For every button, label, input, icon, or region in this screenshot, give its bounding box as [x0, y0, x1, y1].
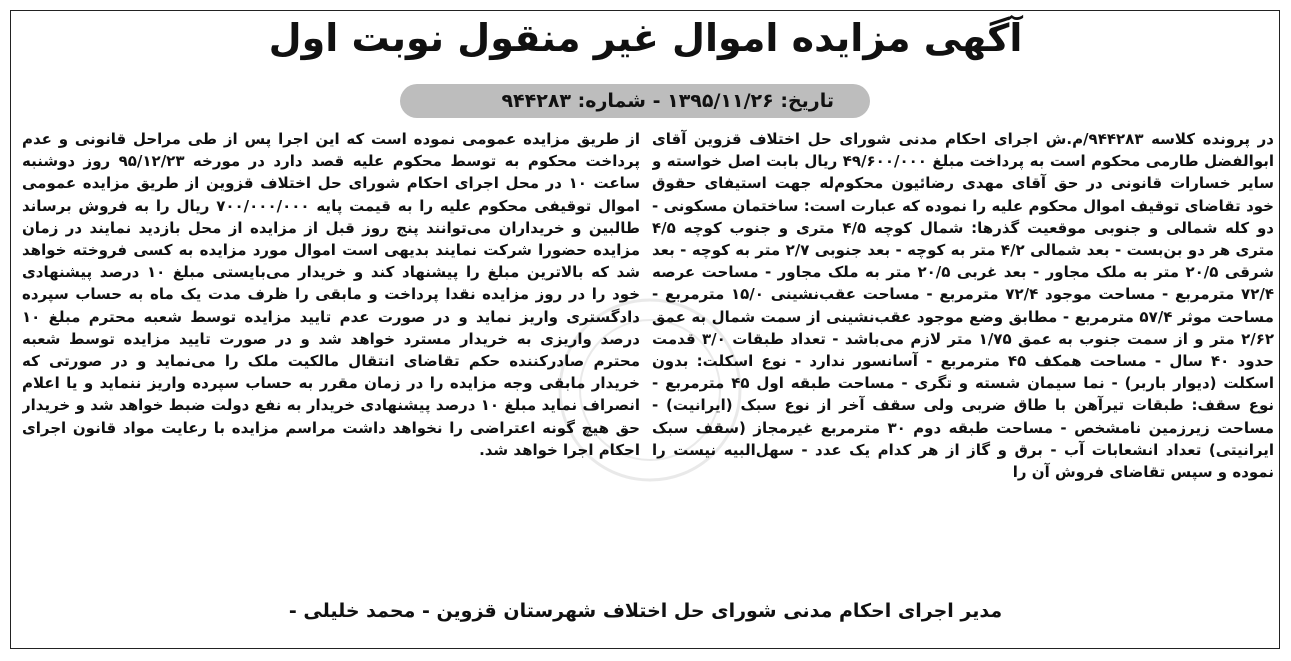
signature-line: مدیر اجرای احکام مدنی شورای حل اختلاف شهرستان قزوین - محمد خلیلی -	[288, 600, 1003, 622]
body-column-left: از طریق مزایده عمومی نموده است که این اجرا پس از طی مراحل قانونی و عدم پرداخت محکوم به توسط محکوم علیه قصد دارد در مورخه ۹۵/۱۲/۲۳ روز دوشنبه ساعت ۱۰ در محل اجرای احکام شورای حل اختلاف قزوین از طریق مزایده عمومی اموال توقیفی محکوم علیه را به قیمت پایه ۷۰۰/۰۰۰/۰۰۰ ریال را به فروش برساند طالبین و خریداران می‌توانند پنج روز قبل از مزایده از محل بازدید نمایند در زمان مزایده حضورا شرکت نمایند بدیهی است اموال مورد مزایده به کسی فروخته خواهد شد که بالاترین مبلغ را پیشنهاد کند و خریدار می‌بایستی مبلغ ۱۰ درصد پیشنهادی خود را در روز مزایده نقدا پرداخت و مابقی را ظرف مدت یک ماه به حساب سپرده دادگستری واریز نماید و در صورت عدم تایید مزایده توسط شعبه محترم مبلغ ۱۰ درصد واریزی به خریدار مسترد خواهد شد و در صورت تایید مزایده توسط شعبه محترم صادرکننده حکم تقاضای انتقال مالکیت ملک را می‌نماید و در صورتی که خریدار مابقی وجه مزایده را در زمان مقرر به حساب سپرده واریز ننماید و یا اعلام انصراف نماید مبلغ ۱۰ درصد پیشنهادی خریدار به نفع دولت ضبط خواهد شد و خریدار حق هیچ گونه اعتراضی را نخواهد داشت مراسم مزایده با رعایت مواد قانون اجرای احکام اجرا خواهد شد.	[22, 130, 640, 459]
notice-title: آگهی مزایده اموال غیر منقول نوبت اول	[268, 16, 1023, 60]
date-and-number-line: تاریخ: ۱۳۹۵/۱۱/۲۶ - شماره: ۹۴۴۲۸۳	[400, 84, 870, 118]
body-column-right: در پرونده کلاسه ۹۴۴۲۸۳/م.ش اجرای احکام مدنی شورای حل اختلاف قزوین آقای ابوالفضل طارمی محکوم است به پرداخت مبلغ ۴۹/۶۰۰/۰۰۰ ریال بابت اصل خواسته و سایر خسارات قانونی در حق آقای مهدی رضائیون محکوم‌له جهت استیفای حقوق خود تقاضای توقیف اموال محکوم علیه را نموده که عبارت است: ساختمان مسکونی - دو کله شمالی و جنوبی موقعیت گذرها: شمال کوچه ۴/۵ متری و جنوب کوچه ۴/۵ متری هر دو بن‌بست - بعد شمالی ۴/۲ متر به کوچه - بعد جنوبی ۲/۷ متر به کوچه - بعد شرقی ۲۰/۵ متر به ملک مجاور - بعد غربی ۲۰/۵ متر به ملک مجاور - مساحت عرصه ۷۲/۴ مترمربع - مساحت موجود ۷۲/۴ مترمربع - مساحت عقب‌نشینی ۱۵/۰ مترمربع - مساحت موثر ۵۷/۴ مترمربع - مطابق وضع موجود عقب‌نشینی از سمت شمال به عمق ۲/۶۲ متر و از سمت جنوب به عمق ۱/۷۵ متر لازم می‌باشد - تعداد طبقات ۳/۰ قدمت حدود ۴۰ سال - مساحت همکف ۴۵ مترمربع - آسانسور ندارد - نوع اسکلت: بدون اسکلت (دیوار باربر) - نما سیمان شسته و تگری - مساحت طبقه اول ۴۵ مترمربع - نوع سقف: طبقات تیرآهن با طاق ضربی ولی سقف آخر از نوع سبک (ایرانیت) - مساحت زیرزمین نامشخص - مساحت طبقه دوم ۳۰ مترمربع غیرمجاز (سقف سبک ایرانیتی) تعداد انشعابات آب - برق و گاز از هر کدام یک عدد - سهل‌البیه نیست را نموده و سپس تقاضای فروش آن را	[652, 130, 1274, 482]
